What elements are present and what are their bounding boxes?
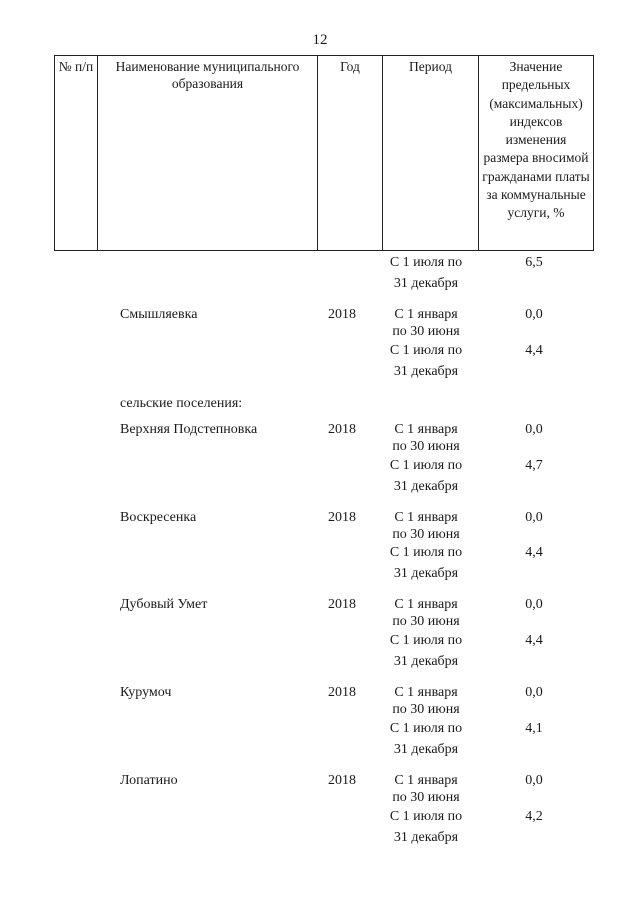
- table-row-year: 2018: [328, 510, 356, 525]
- period-line: по 30 июня: [392, 702, 460, 717]
- table-row-year: 2018: [328, 685, 356, 700]
- table-row-period-1: [380, 509, 472, 543]
- section-title-rural: сельские поселения:: [120, 396, 243, 411]
- period-line: С 1 января: [394, 685, 458, 700]
- table-row-period-2: [380, 808, 472, 846]
- period-line: С 1 января: [394, 510, 458, 525]
- table-row-value-1: 0,0: [525, 773, 543, 788]
- period-line: С 1 июля по: [389, 343, 463, 358]
- period-line: С 1 июля по: [389, 255, 463, 270]
- continuation-period: [380, 254, 472, 292]
- table-row-name: Верхняя Подстепновка: [120, 422, 258, 437]
- period-line: 31 декабря: [393, 742, 459, 757]
- column-header-period: Период: [383, 56, 479, 251]
- period-line: С 1 января: [394, 773, 458, 788]
- period-line: С 1 января: [394, 307, 458, 322]
- table-row-name: Дубовый Умет: [120, 597, 208, 612]
- period-line: С 1 января: [394, 597, 458, 612]
- period-line: по 30 июня: [392, 439, 460, 454]
- table-row-value-2: 4,2: [525, 809, 543, 824]
- table-row-value-1: 0,0: [525, 597, 543, 612]
- period-line: С 1 июля по: [389, 633, 463, 648]
- period-line: С 1 января: [394, 422, 458, 437]
- table-row-period-1: [380, 306, 472, 340]
- table-row-name: Курумоч: [120, 685, 172, 700]
- period-line: по 30 июня: [392, 614, 460, 629]
- table-row-year: 2018: [328, 307, 356, 322]
- period-line: С 1 июля по: [389, 809, 463, 824]
- period-line: по 30 июня: [392, 527, 460, 542]
- period-line: по 30 июня: [392, 790, 460, 805]
- period-line: 31 декабря: [393, 276, 459, 291]
- table-row-period-2: [380, 632, 472, 670]
- table-row-name: Воскресенка: [120, 510, 197, 525]
- table-row-value-2: 4,4: [525, 545, 543, 560]
- column-header-year: Год: [318, 56, 383, 251]
- column-header-number: № п/п: [55, 56, 98, 251]
- table-row-value-1: 0,0: [525, 510, 543, 525]
- period-line: 31 декабря: [393, 479, 459, 494]
- period-line: 31 декабря: [393, 566, 459, 581]
- table-row-period-1: [380, 596, 472, 630]
- period-line: 31 декабря: [393, 364, 459, 379]
- period-line: С 1 июля по: [389, 721, 463, 736]
- table-row-value-1: 0,0: [525, 307, 543, 322]
- table-row-value-1: 0,0: [525, 685, 543, 700]
- table-row-period-2: [380, 720, 472, 758]
- continuation-value: 6,5: [525, 255, 543, 270]
- table-row-year: 2018: [328, 597, 356, 612]
- table-row-period-2: [380, 342, 472, 380]
- table-row-period-1: [380, 421, 472, 455]
- table-row-period-2: [380, 457, 472, 495]
- page-number: 12: [312, 32, 328, 48]
- column-header-index-value: Значение предельных (максимальных) индексов изменения размера вносимой гражданами платы за коммунальные услуги, %: [479, 56, 594, 251]
- table-row-period-1: [380, 772, 472, 806]
- table-row-period-2: [380, 544, 472, 582]
- table-row-year: 2018: [328, 422, 356, 437]
- table-row-value-2: 4,4: [525, 633, 543, 648]
- table-row-year: 2018: [328, 773, 356, 788]
- period-line: 31 декабря: [393, 830, 459, 845]
- table-row-value-2: 4,1: [525, 721, 543, 736]
- table-row-name: Лопатино: [120, 773, 178, 788]
- period-line: С 1 июля по: [389, 458, 463, 473]
- period-line: 31 декабря: [393, 654, 459, 669]
- table-row-value-2: 4,7: [525, 458, 543, 473]
- table-row-value-1: 0,0: [525, 422, 543, 437]
- period-line: по 30 июня: [392, 324, 460, 339]
- table-row-period-1: [380, 684, 472, 718]
- table-row-value-2: 4,4: [525, 343, 543, 358]
- table-row-name: Смышляевка: [120, 307, 198, 322]
- period-line: С 1 июля по: [389, 545, 463, 560]
- column-header-name: Наименование муниципального образования: [98, 56, 318, 251]
